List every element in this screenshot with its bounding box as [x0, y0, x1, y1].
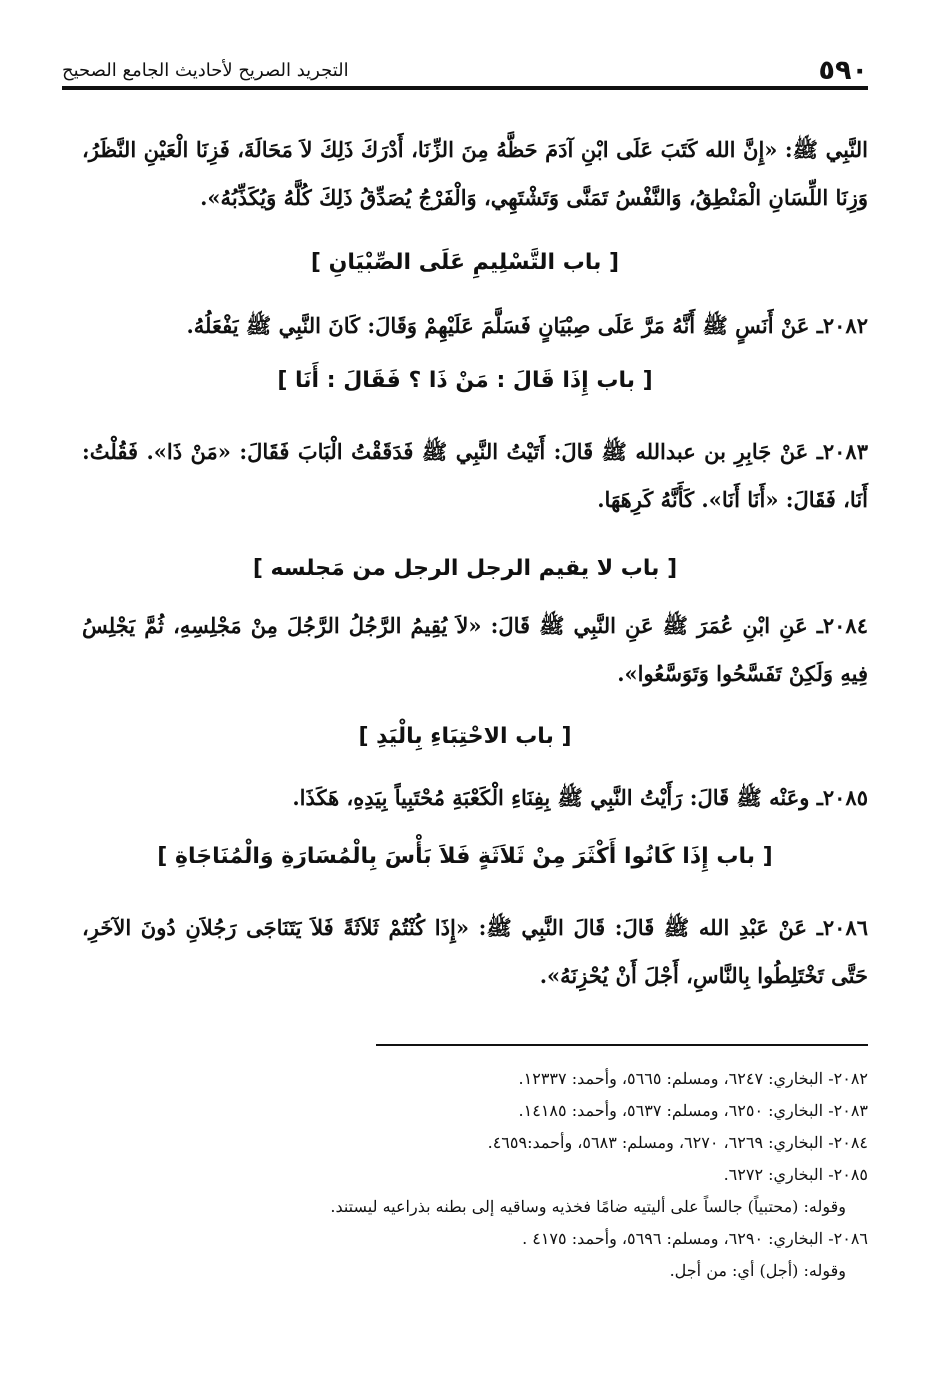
footnote-divider: [376, 1044, 868, 1046]
footnote-line: ٢٠٨٦- البخاري: ٦٢٩٠، ومسلم: ٥٦٩٦، وأحمد: ٤١٧٥ .: [522, 1229, 868, 1248]
footnote-line: ٢٠٨٣- البخاري: ٦٢٥٠، ومسلم: ٥٦٣٧، وأحمد: ١٤١٨٥.: [518, 1101, 868, 1120]
footnote-line: وقوله: (محتبياً) جالساً على أليتيه ضامًا فخذيه وساقيه إلى بطنه بذراعيه ليستند.: [330, 1197, 846, 1216]
hadith-paragraph: ٢٠٨٤ـ عَنِ ابْنِ عُمَرَ ﷺ عَنِ النَّبِي ﷺ قَالَ: «لاَ يُقِيمُ الرَّجُلُ الرَّجُلَ مِنْ مَجْلِسِهِ، ثُمَّ يَجْلِسُ فِيهِ وَلَكِنْ تَفَسَّحُوا وَتَوَسَّعُوا».: [82, 613, 868, 686]
footnote-line: ٢٠٨٢- البخاري: ٦٢٤٧، ومسلم: ٥٦٦٥، وأحمد: ١٢٣٣٧.: [518, 1069, 868, 1088]
chapter-heading: [ باب لا يقيم الرجل الرجل من مَجلسه ]: [252, 556, 678, 581]
footnote-line: وقوله: (أجل) أي: من أجل.: [669, 1261, 846, 1280]
hadith-paragraph: ٢٠٨٥ـ وعَنْه ﷺ قَالَ: رَأَيْتُ النَّبِي ﷺ بِفِنَاءِ الْكَعْبَةِ مُحْتَبِياً بِيَدِهِ، هَكَذَا.: [292, 785, 868, 810]
running-title: التجريد الصريح لأحاديث الجامع الصحيح: [62, 59, 349, 81]
hadith-paragraph: ٢٠٨٣ـ عَنْ جَابِرِ بن عبدالله ﷺ قَالَ: أَتَيْتُ النَّبِي ﷺ فَدَقَقْتُ الْبَابَ فَقَالَ: «مَنْ ذَا». فَقُلْتُ: أَنَا، فَقَالَ: «أَنَا أَنَا». كَأَنَّهُ كَرِهَهَا.: [82, 439, 868, 512]
footnote-line: ٢٠٨٥- البخاري: ٦٢٧٢.: [723, 1165, 868, 1184]
chapter-heading: [ باب الاحْتِبَاءِ بِالْيَدِ ]: [358, 724, 572, 749]
hadith-paragraph: ٢٠٨٦ـ عَنْ عَبْدِ الله ﷺ قَالَ: قَالَ النَّبِي ﷺ: «إِذَا كُنْتُمْ ثَلاَثَةً فَلاَ يَتَنَاجَى رَجُلاَنِ دُونَ الآخَرِ، حَتَّى تَخْتَلِطُوا بِالنَّاسِ، أَجْلَ أَنْ يُحْزِنَهُ».: [82, 915, 868, 988]
hadith-paragraph: ٢٠٨٢ـ عَنْ أَنَسٍ ﷺ أَنَّهُ مَرَّ عَلَى صِبْيَانٍ فَسَلَّمَ عَلَيْهِمْ وَقَالَ: كَانَ النَّبِي ﷺ يَفْعَلُهُ.: [186, 313, 868, 338]
chapter-heading: [ باب إِذَا كَانُوا أَكْثَرَ مِنْ ثَلاَثَةٍ فَلاَ بَأْسَ بِالْمُسَارَةِ وَالْمُنَاجَاةِ ]: [157, 844, 773, 869]
page-header: [62, 54, 868, 90]
chapter-heading: [ باب إِذَا قَالَ : مَنْ ذَا ؟ فَقَالَ : أَنَا ]: [277, 368, 653, 393]
intro-paragraph: النَّبِي ﷺ: «إِنَّ الله كَتَبَ عَلَى ابْنِ آدَمَ حَظَّهُ مِنَ الزِّنَا، أَدْرَكَ ذَلِكَ لاَ مَحَالَةَ، فَزِنَا الْعَيْنِ النَّظَرُ، وَزِنَا اللِّسَانِ الْمَنْطِقُ، وَالنَّفْسُ تَمَنَّى وَتَشْتَهِي، وَالْفَرْجُ يُصَدِّقُ ذَلِكَ كُلَّهُ وَيُكَذِّبُهُ».: [82, 137, 868, 210]
footnote-line: ٢٠٨٤- البخاري: ٦٢٦٩، ٦٢٧٠، ومسلم: ٥٦٨٣، وأحمد:٤٦٥٩.: [487, 1133, 868, 1152]
chapter-heading: [ باب التَّسْلِيمِ عَلَى الصِّبْيَانِ ]: [310, 250, 620, 275]
page-number: ٥٩٠: [818, 54, 868, 86]
